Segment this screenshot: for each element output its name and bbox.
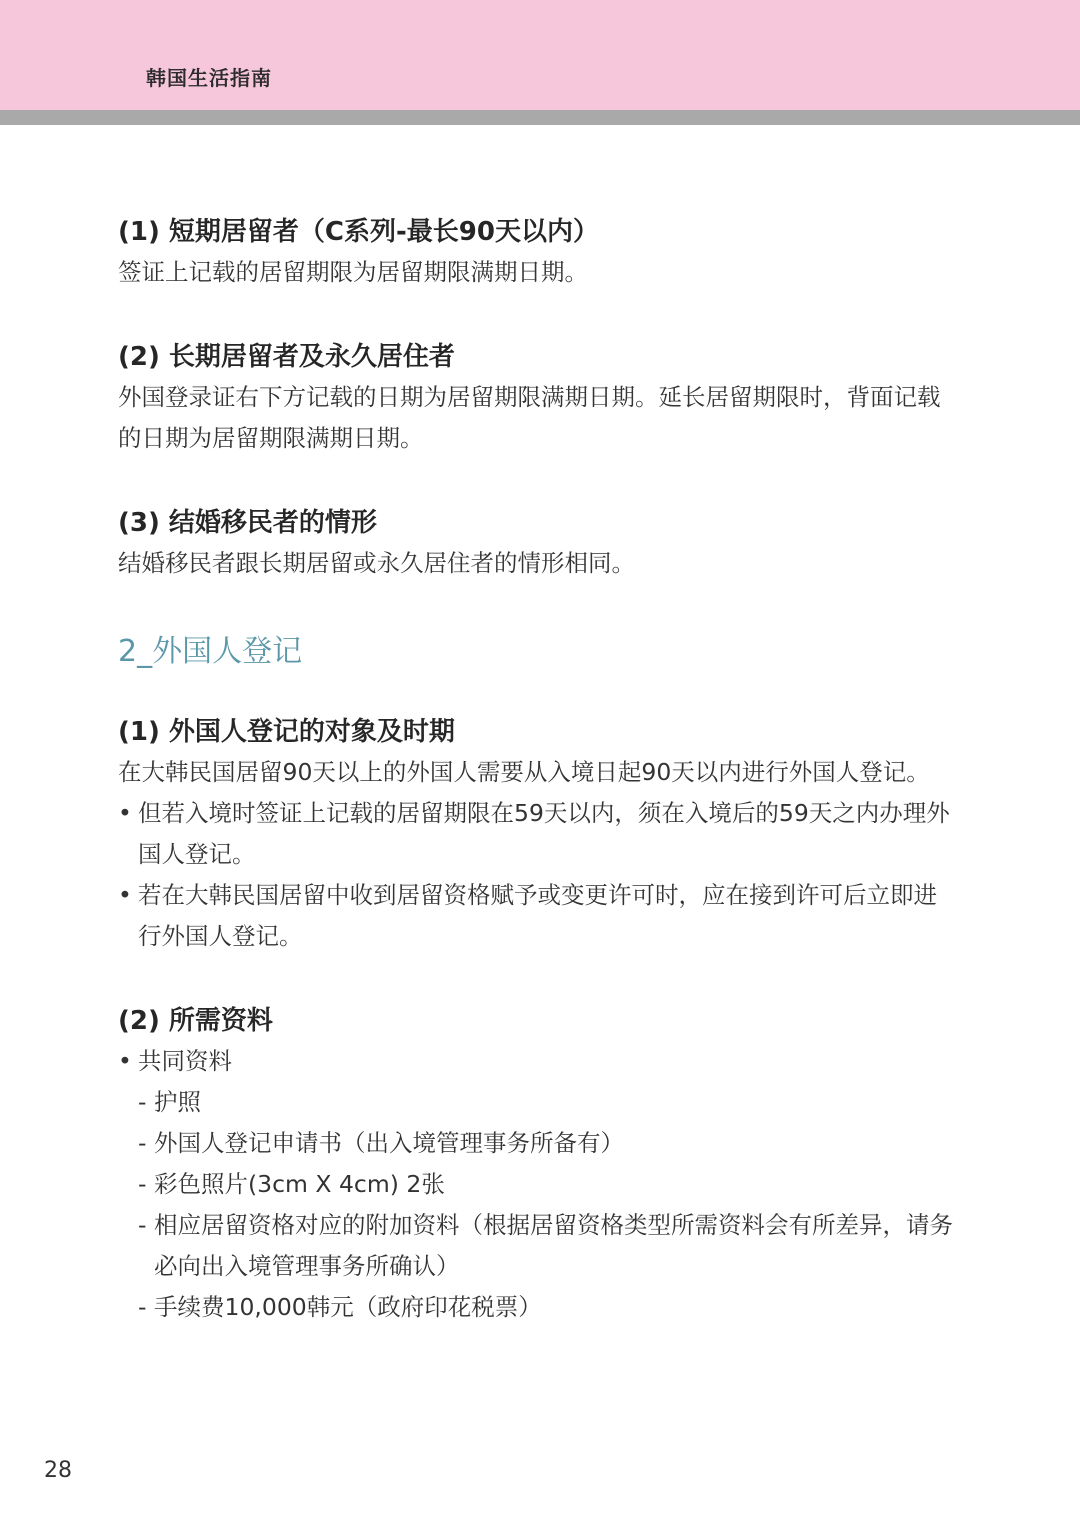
subsection-heading-registration-target: (1) 外国人登记的对象及时期 [118, 717, 455, 747]
document-item [118, 1123, 958, 1164]
list-item-text: 共同资料 [138, 1047, 232, 1075]
document-item-text: 护照 [154, 1088, 201, 1116]
document-item-text: 手续费10,000韩元（政府印花税票） [154, 1293, 542, 1321]
document-item-text: 彩色照片(3cm X 4cm) 2张 [154, 1170, 445, 1198]
document-item [118, 1205, 958, 1287]
dash-mark: - [138, 1170, 147, 1198]
section-text-long-term: 外国登录证右下方记载的日期为居留期限满期日期。延长居留期限时，背面记载的日期为居留期限满期日期。 [118, 383, 941, 452]
section-text-short-term: 签证上记载的居留期限为居留期限满期日期。 [118, 258, 588, 286]
list-item-text: 若在大韩民国居留中收到居留资格赋予或变更许可时，应在接到许可后立即进行外国人登记。 [138, 881, 937, 950]
chapter-title: 2_外国人登记 [118, 634, 303, 669]
dash-mark: - [138, 1293, 147, 1321]
document-item [118, 1287, 958, 1328]
section-heading-long-term: (2) 长期居留者及永久居住者 [118, 342, 455, 372]
section-text-marriage-migrant: 结婚移民者跟长期居留或永久居住者的情形相同。 [118, 549, 635, 577]
list-item [118, 793, 958, 875]
list-item [118, 1041, 958, 1082]
subsection-text-registration-target: 在大韩民国居留90天以上的外国人需要从入境日起90天以内进行外国人登记。 [118, 758, 930, 786]
document-item-text: 外国人登记申请书（出入境管理事务所备有） [154, 1129, 624, 1157]
subsection-heading-required-documents: (2) 所需资料 [118, 1006, 273, 1036]
list-item [118, 875, 958, 957]
page-header [0, 0, 1080, 110]
header-divider-bar [0, 110, 1080, 125]
section-heading-marriage-migrant: (3) 结婚移民者的情形 [118, 508, 377, 538]
page-number: 28 [44, 1458, 72, 1483]
page-content [118, 212, 958, 1328]
dash-mark: - [138, 1129, 147, 1157]
dash-mark: - [138, 1211, 147, 1239]
document-item [118, 1164, 958, 1205]
list-item-text: 但若入境时签证上记载的居留期限在59天以内，须在入境后的59天之内办理外国人登记。 [138, 799, 950, 868]
bullet-mark: • [118, 1047, 132, 1075]
document-item-text: 相应居留资格对应的附加资料（根据居留资格类型所需资料会有所差异，请务必向出入境管理事务所确认） [154, 1211, 953, 1280]
document-item [118, 1082, 958, 1123]
dash-mark: - [138, 1088, 147, 1116]
bullet-mark: • [118, 881, 132, 909]
header-title: 韩国生活指南 [146, 66, 272, 90]
bullet-mark: • [118, 799, 132, 827]
section-heading-short-term: (1) 短期居留者（C系列-最长90天以内） [118, 217, 599, 247]
